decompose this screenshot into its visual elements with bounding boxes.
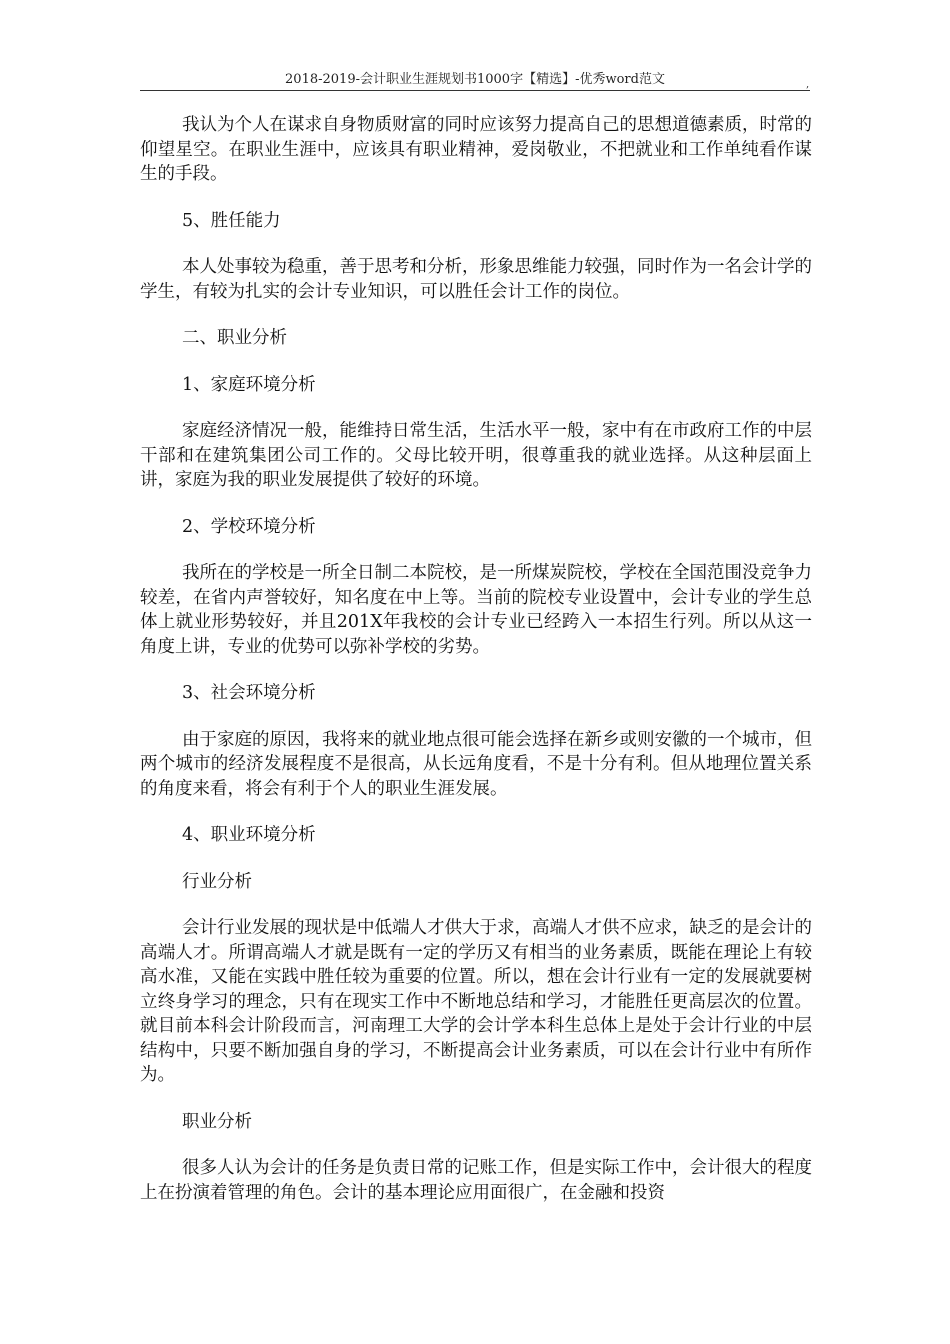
paragraph: 由于家庭的原因，我将来的就业地点很可能会选择在新乡或则安徽的一个城市，但两个城市的经济发展程度不是很高，从长远角度看，不是十分有利。但从地理位置关系的角度来看，将会有利于个人的职业生涯发展。 xyxy=(140,729,812,799)
page-header-title: 2018-2019-会计职业生涯规划书1000字【精选】-优秀word范文 xyxy=(285,72,665,87)
paragraph: 家庭经济情况一般，能维持日常生活，生活水平一般，家中有在市政府工作的中层干部和在建筑集团公司工作的。父母比较开明，很尊重我的就业选择。从这种层面上讲，家庭为我的职业发展提供了较好的环境。 xyxy=(140,421,812,490)
paragraph: 本人处事较为稳重，善于思考和分析，形象思维能力较强，同时作为一名会计学的学生，有较为扎实的会计专业知识，可以胜任会计工作的岗位。 xyxy=(140,257,812,302)
section-heading: 4、职业环境分析 xyxy=(182,825,316,845)
subsection-heading: 职业分析 xyxy=(182,1111,252,1132)
paragraph: 会计行业发展的现状是中低端人才供大于求，高端人才供不应求，缺乏的是会计的高端人才。所谓高端人才就是既有一定的学历又有相当的业务素质，既能在理论上有较高水准，又能在实践中胜任较为重要的位置。所以，想在会计行业有一定的发展就要树立终身学习的理念，只有在现实工作中不断地总结和学习，才能胜任更高层次的位置。就目前本科会计阶段而言，河南理工大学的会计学本科生总体上是处于会计行业的中层结构中，只要不断加强自身的学习，不断提高会计业务素质，可以在会计行业中有所作为。 xyxy=(140,918,812,1085)
section-heading: 2、学校环境分析 xyxy=(182,516,316,537)
section-heading: 二、职业分析 xyxy=(182,328,287,348)
header-divider xyxy=(140,90,810,91)
paragraph: 我所在的学校是一所全日制二本院校，是一所煤炭院校，学校在全国范围没竞争力较差，在省内声誉较好，知名度在中上等。当前的院校专业设置中，会计专业的学生总体上就业形势较好，并且201X年我校的会计专业已经跨入一本招生行列。所以从这一角度上讲，专业的优势可以弥补学校的劣势。 xyxy=(140,563,812,657)
paragraph: 我认为个人在谋求自身物质财富的同时应该努力提高自己的思想道德素质，时常的仰望星空。在职业生涯中，应该具有职业精神，爱岗敬业，不把就业和工作单纯看作谋生的手段。 xyxy=(140,115,812,184)
paragraph: 很多人认为会计的任务是负责日常的记账工作，但是实际工作中，会计很大的程度上在扮演着管理的角色。会计的基本理论应用面很广，在金融和投资 xyxy=(140,1158,812,1203)
section-heading: 5、胜任能力 xyxy=(182,210,281,231)
document-body xyxy=(140,113,812,1227)
section-heading: 3、社会环境分析 xyxy=(182,683,316,703)
section-heading: 1、家庭环境分析 xyxy=(182,374,316,395)
header-mark: , xyxy=(806,79,810,90)
subsection-heading: 行业分析 xyxy=(182,871,252,892)
